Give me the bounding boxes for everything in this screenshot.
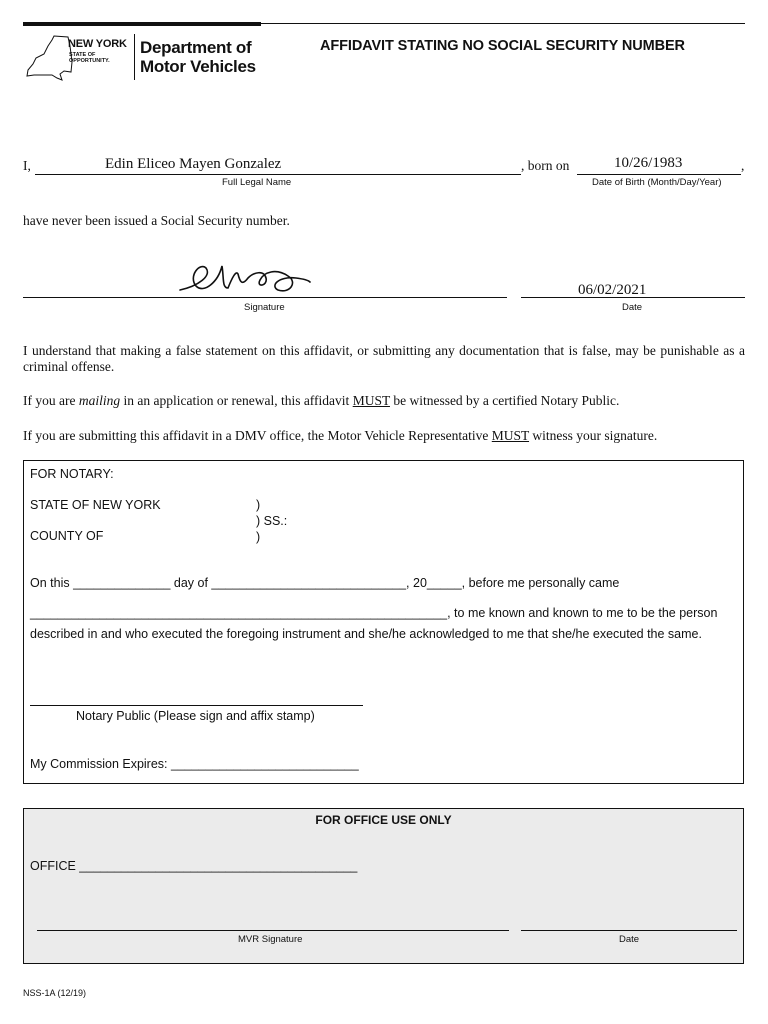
- office-date-label: Date: [619, 934, 640, 945]
- full-name-label: Full Legal Name: [222, 177, 292, 188]
- never-issued-statement: have never been issued a Social Security number.: [23, 213, 290, 228]
- notary-signature-label: Notary Public (Please sign and affix stamp): [76, 709, 315, 723]
- form-id: NSS-1A (12/19): [23, 988, 87, 998]
- signature-underline: [23, 297, 507, 298]
- commission-expires: My Commission Expires: ___________________________: [30, 757, 359, 771]
- office-field: OFFICE ________________________________________: [30, 859, 358, 873]
- statement-prefix: I,: [23, 158, 31, 173]
- handwritten-signature: [178, 256, 313, 296]
- mvr-signature-line: [37, 930, 509, 931]
- logo-tagline-1: STATE OF: [69, 52, 96, 58]
- notary-signature-line: [30, 705, 363, 706]
- name-underline: [35, 174, 521, 175]
- header-rule-thin: [261, 23, 745, 24]
- on-this-day-line: On this ______________ day of ____________________________, 20_____, before me personally came: [30, 576, 620, 590]
- department-name-line2: Motor Vehicles: [140, 57, 256, 76]
- county-of: COUNTY OF: [30, 529, 104, 543]
- mailing-notice: If you are mailing in an application or renewal, this affidavit MUST be witnessed by a certified Notary Public.: [23, 393, 620, 408]
- signature-label: Signature: [244, 302, 285, 313]
- logo-wordmark: NEW YORK: [68, 38, 127, 50]
- logo-divider: [134, 34, 135, 80]
- header-rule-thick: [23, 22, 261, 26]
- notary-paren-2: ): [256, 530, 261, 544]
- office-use-heading: FOR OFFICE USE ONLY: [315, 813, 452, 827]
- department-name-line1: Department of: [140, 38, 252, 57]
- notary-heading: FOR NOTARY:: [30, 467, 114, 481]
- date-value: 06/02/2021: [578, 282, 647, 298]
- full-name-value: Edin Eliceo Mayen Gonzalez: [105, 156, 282, 172]
- date-label: Date: [622, 302, 643, 313]
- office-notice: If you are submitting this affidavit in a DMV office, the Motor Vehicle Representative MUST witness your signature.: [23, 428, 658, 443]
- dob-label: Date of Birth (Month/Day/Year): [592, 177, 722, 188]
- false-statement-notice: I understand that making a false statement on this affidavit, or submitting any documentation that is false, may be punishable as a criminal offense.: [23, 343, 745, 374]
- notary-section: [23, 460, 744, 784]
- person-known-line: ____________________________________________________________, to me known and known to me to be the person: [30, 606, 718, 620]
- logo-tagline-2: OPPORTUNITY.: [69, 58, 110, 64]
- executed-statement: described in and who executed the foregoing instrument and she/he acknowledged to me that she/he executed the same.: [30, 627, 702, 641]
- born-on-label: , born on: [521, 158, 570, 173]
- notary-ss: ) SS.:: [256, 514, 288, 528]
- page-title: AFFIDAVIT STATING NO SOCIAL SECURITY NUMBER: [320, 38, 685, 54]
- dob-trailing-comma: ,: [741, 158, 745, 173]
- state-of-new-york: STATE OF NEW YORK: [30, 498, 161, 512]
- office-use-section: [23, 808, 744, 964]
- dob-value: 10/26/1983: [614, 155, 683, 171]
- dob-underline: [577, 174, 741, 175]
- mvr-signature-label: MVR Signature: [238, 934, 303, 945]
- office-date-line: [521, 930, 737, 931]
- notary-paren-1: ): [256, 498, 261, 512]
- new-york-state-outline-icon: [24, 34, 74, 82]
